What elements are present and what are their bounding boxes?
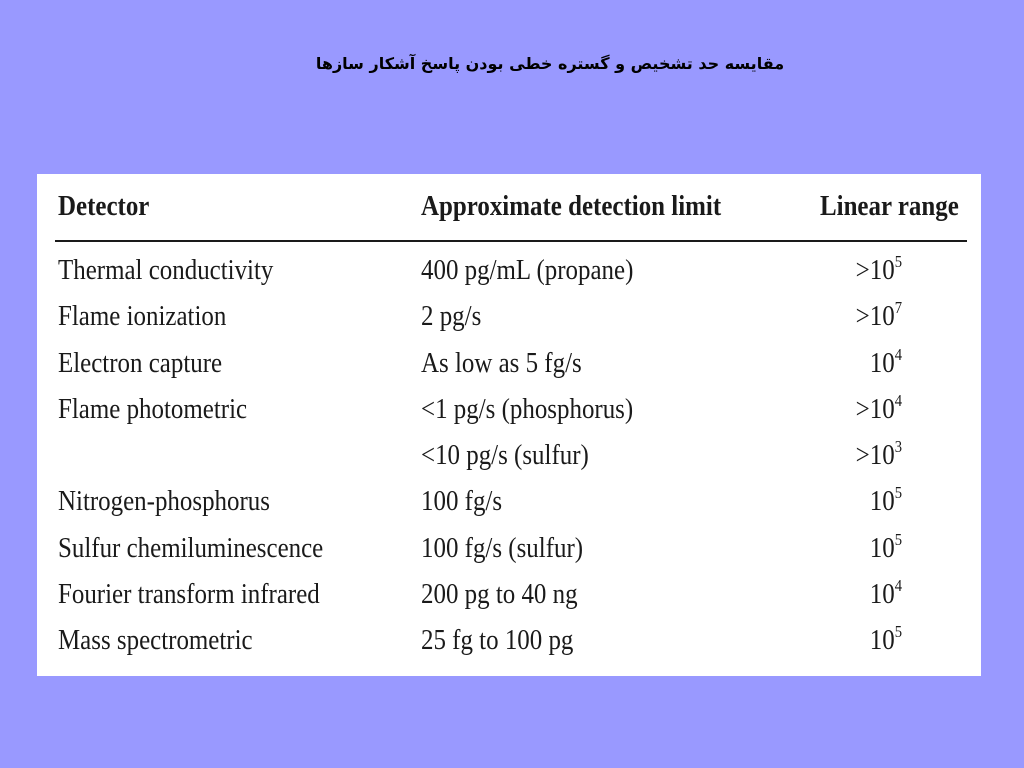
cell-detector: Flame photometric bbox=[58, 392, 248, 425]
cell-linear-range bbox=[829, 624, 902, 657]
range-base: 10 bbox=[869, 300, 895, 333]
cell-linear-range bbox=[829, 439, 902, 472]
header-divider bbox=[55, 240, 967, 242]
cell-detection-limit: As low as 5 fg/s bbox=[421, 346, 582, 379]
cell-detector: Flame ionization bbox=[58, 300, 227, 333]
range-base: 10 bbox=[869, 578, 895, 611]
cell-linear-range bbox=[829, 390, 902, 426]
range-base: 10 bbox=[869, 624, 895, 657]
cell-linear-range bbox=[829, 485, 902, 518]
range-exponent: 5 bbox=[894, 483, 902, 503]
range-base: 10 bbox=[869, 439, 895, 472]
cell-linear-range bbox=[829, 344, 902, 380]
cell-detector: Thermal conductivity bbox=[58, 254, 274, 286]
range-exponent: 4 bbox=[894, 390, 902, 410]
table-header-row bbox=[37, 174, 981, 244]
range-prefix: > bbox=[855, 392, 870, 425]
range-base: 10 bbox=[869, 392, 895, 425]
header-detection-limit: Approximate detection limit bbox=[421, 190, 722, 222]
detector-comparison-table bbox=[37, 174, 981, 676]
range-exponent: 5 bbox=[894, 252, 902, 271]
cell-detector: Sulfur chemiluminescence bbox=[58, 531, 324, 564]
cell-detector: Mass spectrometric bbox=[58, 624, 253, 657]
range-base: 10 bbox=[869, 346, 895, 379]
table-row bbox=[37, 529, 981, 578]
cell-detection-limit: 100 fg/s bbox=[421, 485, 503, 518]
table-row bbox=[37, 254, 981, 300]
range-exponent: 7 bbox=[894, 298, 902, 318]
range-base: 10 bbox=[869, 485, 895, 518]
cell-detector: Fourier transform infrared bbox=[58, 578, 320, 611]
cell-linear-range bbox=[829, 300, 902, 333]
table-row bbox=[37, 485, 981, 531]
range-exponent: 5 bbox=[894, 529, 902, 549]
cell-detection-limit: 25 fg to 100 pg bbox=[421, 624, 574, 657]
range-exponent: 5 bbox=[894, 622, 902, 642]
range-exponent: 3 bbox=[894, 437, 902, 457]
range-base: 10 bbox=[869, 254, 895, 286]
range-exponent: 4 bbox=[894, 576, 902, 596]
cell-linear-range bbox=[829, 254, 902, 287]
table-row bbox=[37, 439, 981, 485]
cell-detection-limit: 200 pg to 40 ng bbox=[421, 578, 578, 611]
table-row bbox=[37, 300, 981, 346]
header-linear-range: Linear range bbox=[820, 190, 959, 222]
range-prefix: > bbox=[855, 300, 870, 333]
table-row bbox=[37, 624, 981, 670]
table-row bbox=[37, 390, 981, 439]
cell-detection-limit: 100 fg/s (sulfur) bbox=[421, 531, 584, 564]
cell-detection-limit: <1 pg/s (phosphorus) bbox=[421, 392, 634, 425]
table-body bbox=[37, 254, 981, 671]
range-exponent: 4 bbox=[894, 344, 902, 364]
range-prefix: > bbox=[855, 439, 870, 472]
cell-detection-limit: <10 pg/s (sulfur) bbox=[421, 439, 589, 472]
cell-detection-limit: 2 pg/s bbox=[421, 300, 482, 333]
cell-detector: Nitrogen-phosphorus bbox=[58, 485, 270, 518]
cell-detector: Electron capture bbox=[58, 346, 223, 379]
cell-detection-limit: 400 pg/mL (propane) bbox=[421, 254, 634, 286]
range-base: 10 bbox=[869, 531, 895, 564]
slide-title: مقایسه حد تشخیص و گستره خطی بودن پاسخ آشکار سازها bbox=[315, 54, 785, 73]
cell-linear-range bbox=[829, 529, 902, 565]
table-row bbox=[37, 344, 981, 393]
range-prefix: > bbox=[855, 254, 870, 286]
table-row bbox=[37, 578, 981, 624]
cell-linear-range bbox=[829, 578, 902, 611]
header-detector: Detector bbox=[58, 190, 150, 222]
